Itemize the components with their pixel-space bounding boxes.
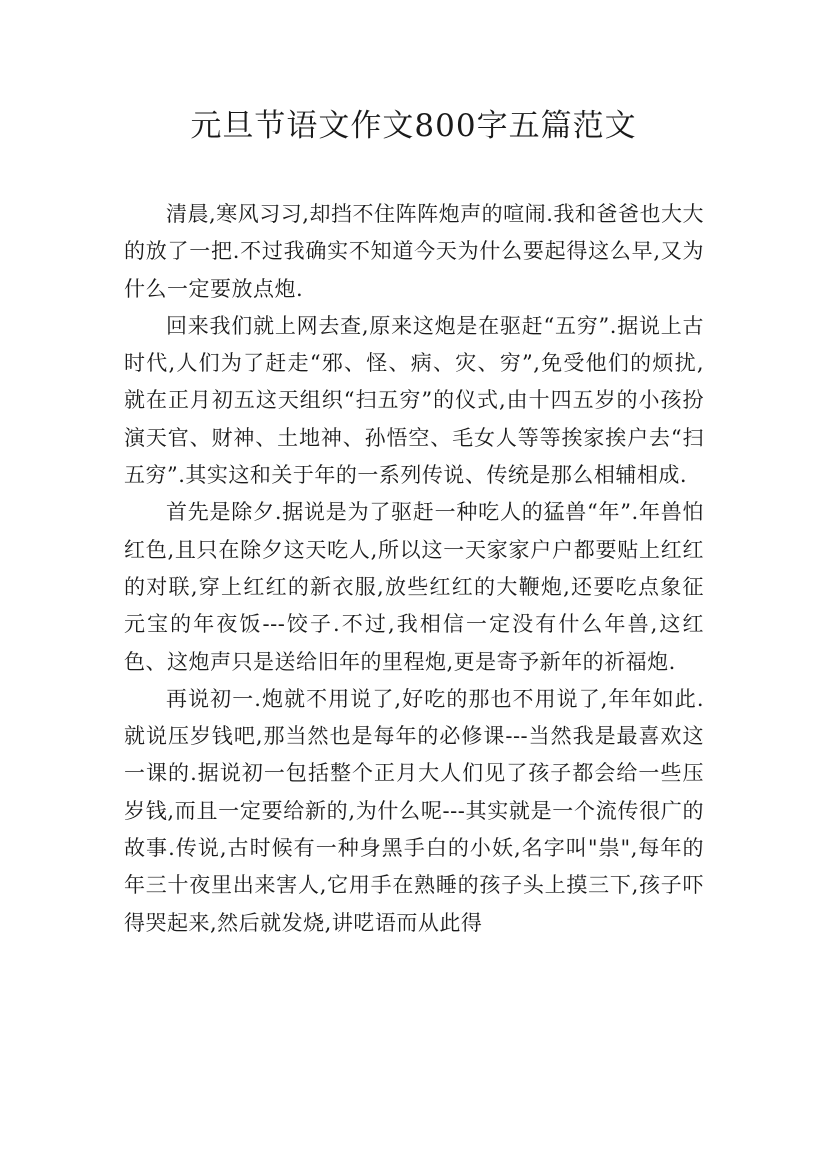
- paragraph: 再说初一.炮就不用说了,好吃的那也不用说了,年年如此.就说压岁钱吧,那当然也是每年的必修课---当然我是最喜欢这一课的.据说初一包括整个正月大人们见了孩子都会给一些压岁钱,而且一定要给新的,为什么呢---其实就是一个流传很广的故事.传说,古时候有一种身黑手白的小妖,名字叫"祟",每年的年三十夜里出来害人,它用手在熟睡的孩子头上摸三下,孩子吓得哭起来,然后就发烧,讲呓语而从此得: [124, 686, 704, 935]
- paragraph: 回来我们就上网去查,原来这炮是在驱赶“五穷”.据说上古时代,人们为了赶走“邪、怪、病、灾、穷”,免受他们的烦扰,就在正月初五这天组织“扫五穷”的仪式,由十四五岁的小孩扮演天官、财神、土地神、孙悟空、毛女人等等挨家挨户去“扫五穷”.其实这和关于年的一系列传说、传统是那么相辅相成.: [124, 313, 704, 488]
- paragraph: 首先是除夕.据说是为了驱赶一种吃人的猛兽“年”.年兽怕红色,且只在除夕这天吃人,所以这一天家家户户都要贴上红红的对联,穿上红红的新衣服,放些红红的大鞭炮,还要吃点象征元宝的年夜饭---饺子.不过,我相信一定没有什么年兽,这红色、这炮声只是送给旧年的里程炮,更是寄予新年的祈福炮.: [124, 500, 704, 674]
- document-title: 元旦节语文作文800字五篇范文: [190, 108, 637, 144]
- paragraph: 清晨,寒风习习,却挡不住阵阵炮声的喧闹.我和爸爸也大大的放了一把.不过我确实不知道今天为什么要起得这么早,又为什么一定要放点炮.: [124, 202, 704, 301]
- document-body: [124, 196, 704, 942]
